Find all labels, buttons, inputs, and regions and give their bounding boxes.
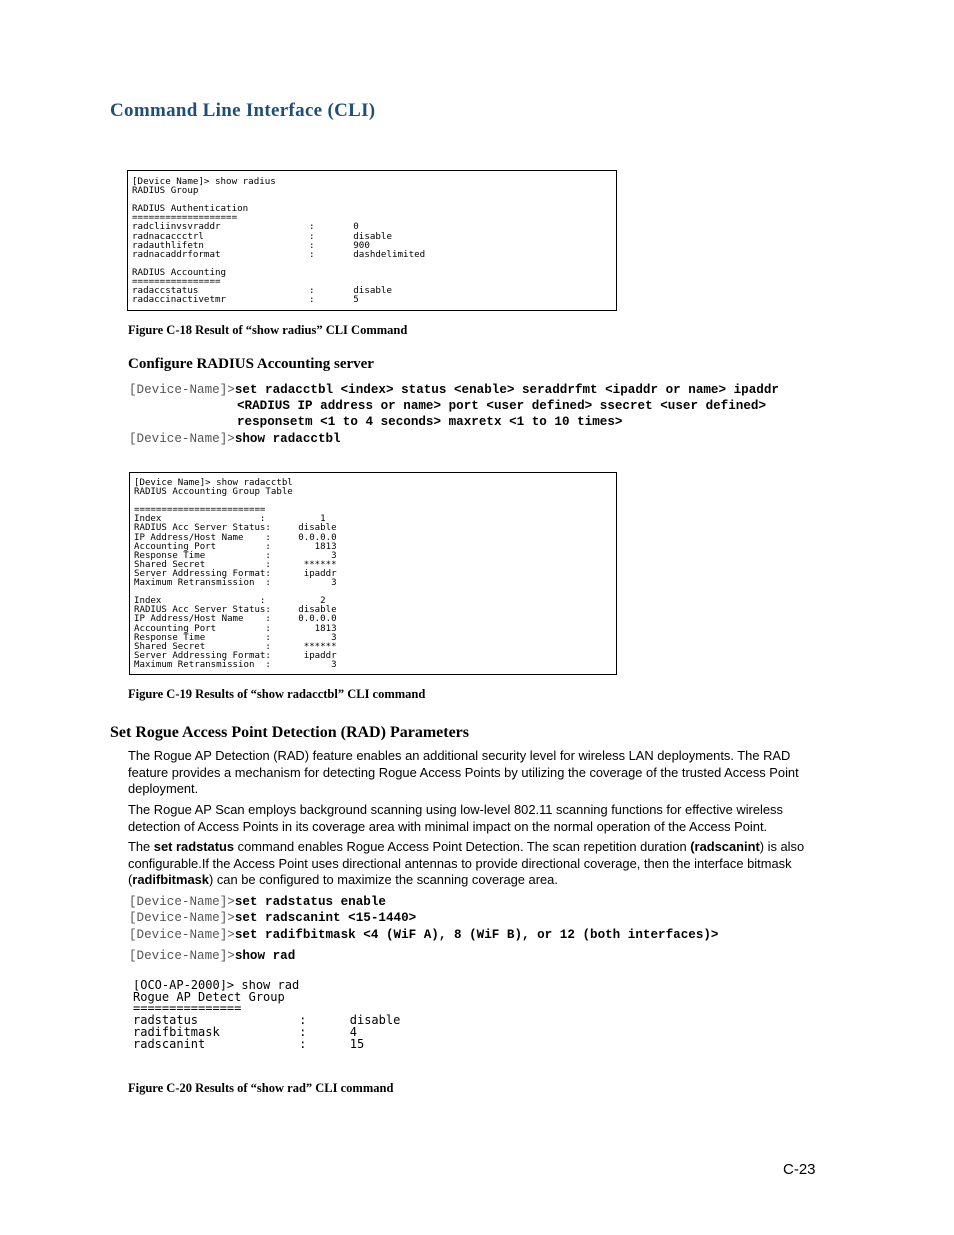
cli-command: set radstatus enable [234,895,386,909]
terminal-line: radstatus : disable [133,1013,401,1028]
section-title: Command Line Interface (CLI) [110,100,376,121]
terminal-show-rad [133,980,433,1055]
terminal-line: radauthlifetn : 900 [132,239,370,251]
terminal-line: Accounting Port : 1813 [134,541,337,552]
terminal-line: Index : 1 [134,514,326,525]
terminal-line: =================== [132,212,238,224]
cli-prompt: [Device-Name]> [129,383,235,397]
terminal-line: Maximum Retransmission : 3 [134,659,337,670]
terminal-line: RADIUS Acc Server Status: disable [134,605,337,616]
terminal-line: Accounting Port : 1813 [134,623,337,634]
terminal-line: RADIUS Acc Server Status: disable [134,523,337,534]
terminal-line: Response Time : 3 [134,632,337,643]
terminal-line: RADIUS Accounting Group Table [134,487,293,498]
terminal-line: radifbitmask : 4 [133,1024,357,1039]
terminal-line: Shared Secret : ****** [134,641,337,652]
cli-prompt: [Device-Name]> [129,432,235,446]
rad-paragraph-2: The Rogue AP Scan employs background scanning using low-level 802.11 scanning functions for effective wireless detection of Access Points in its coverage area with minimal impact on the normal operation of the Access Point. [128,802,783,834]
terminal-line: radaccinactivetmr : 5 [132,294,359,306]
terminal-line: RADIUS Accounting [132,266,227,278]
terminal-line: radaccstatus : disable [132,285,392,297]
cli-command: show rad [234,949,296,963]
terminal-line: Rogue AP Detect Group [133,989,285,1004]
terminal-line: ======================== [134,505,266,516]
terminal-line: RADIUS Authentication [132,203,249,215]
text-run: The [128,839,154,854]
figure-c20-caption: Figure C-20 Results of “show rad” CLI command [128,1081,394,1095]
rad-command-line [129,927,719,943]
cli-command: show radacctbl [234,432,341,446]
bold-term: (radscanint [690,839,760,854]
terminal-show-radacctbl [129,472,617,675]
terminal-show-radius [127,170,617,311]
rad-command-line [129,948,295,964]
terminal-line: Server Addressing Format: ipaddr [134,650,337,661]
text-run: command enables Rogue Access Point Detection. The scan repetition duration [234,839,691,854]
rad-section-heading: Set Rogue Access Point Detection (RAD) Parameters [110,724,469,741]
terminal-line: radnacaccctrl : disable [132,230,392,242]
cli-command: set radifbitmask <4 (WiF A), 8 (WiF B), or 12 (both interfaces)> [234,928,719,942]
terminal-line: Response Time : 3 [134,550,337,561]
radacct-command-line-2: <RADIUS IP address or name> port <user defined> ssecret <user defined> [237,399,767,413]
figure-c18-caption: Figure C-18 Result of “show radius” CLI Command [128,323,408,337]
rad-command-line [129,910,416,926]
text-run: ) is also configurable.If the Access Point uses directional antennas to provide directional coverage, then the interface bitmask ( [128,839,805,888]
configure-radius-heading: Configure RADIUS Accounting server [128,356,374,372]
page-number: C-23 [783,1161,816,1178]
terminal-line: radscanint : 15 [133,1036,365,1051]
terminal-line: =============== [133,1001,242,1016]
cli-prompt: [Device-Name]> [129,911,235,925]
text-run: ) can be configured to maximize the scanning coverage area. [208,872,558,888]
terminal-line: radcliinvsvraddr : 0 [132,221,359,233]
bold-term: radifbitmask [132,872,209,888]
radacct-command-line-1 [129,382,779,398]
cli-command: set radscanint <15-1440> [234,911,417,925]
radacct-command-line-4 [129,431,341,447]
cli-prompt: [Device-Name]> [129,895,235,909]
terminal-line: [Device Name]> show radius [132,176,276,187]
rad-paragraph-3 [128,839,820,889]
cli-command: set radacctbl <index> status <enable> seraddrfmt <ipaddr or name> ipaddr [234,383,779,397]
cli-prompt: [Device-Name]> [129,949,235,963]
rad-paragraph-1: The Rogue AP Detection (RAD) feature enables an additional security level for wireless LAN deployments. The RAD feature provides a mechanism for detecting Rogue Access Points by utilizing the coverage of the trusted Access Point deployment. [128,748,799,797]
terminal-line: radnacaddrformat : dashdelimited [132,248,426,260]
figure-c19-caption: Figure C-19 Results of “show radacctbl” CLI command [128,687,426,701]
terminal-line: IP Address/Host Name : 0.0.0.0 [134,532,337,543]
radacct-command-line-3: responsetm <1 to 4 seconds> maxretx <1 to 10 times> [237,415,623,429]
rad-command-line [129,894,386,910]
cli-prompt: [Device-Name]> [129,928,235,942]
terminal-line: Shared Secret : ****** [134,559,337,570]
terminal-line: Server Addressing Format: ipaddr [134,568,337,579]
terminal-line: Maximum Retransmission : 3 [134,578,337,589]
terminal-line: ================ [132,276,221,288]
terminal-line: RADIUS Group [132,185,199,197]
terminal-line: IP Address/Host Name : 0.0.0.0 [134,614,337,625]
terminal-line: Index : 2 [134,596,326,607]
terminal-line: [Device Name]> show radacctbl [134,478,293,488]
terminal-line: [OCO-AP-2000]> show rad [133,980,300,992]
bold-term: set radstatus [153,839,235,854]
